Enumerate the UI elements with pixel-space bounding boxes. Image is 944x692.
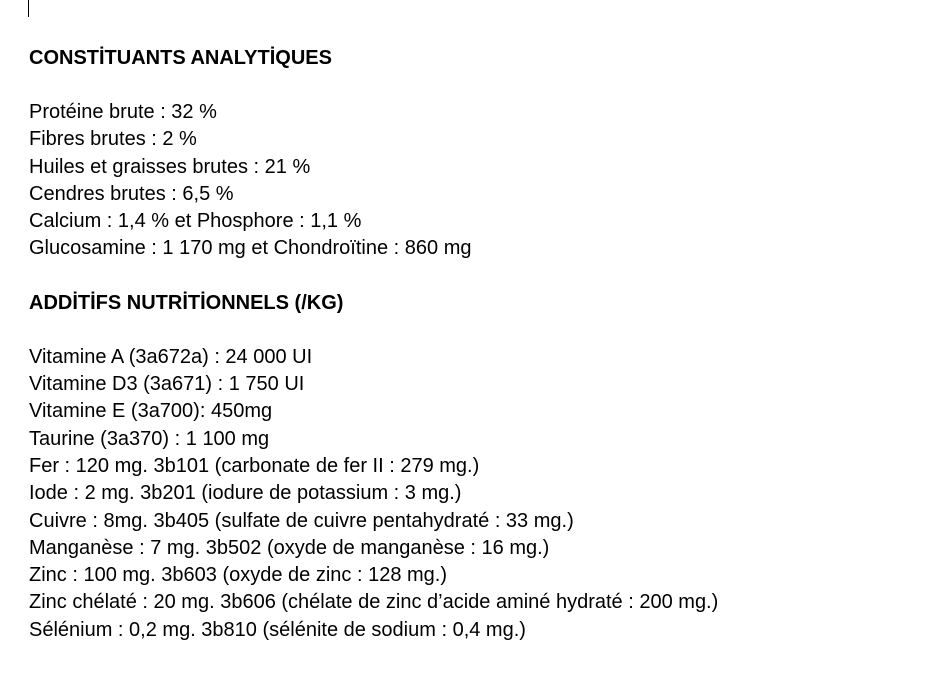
- text-line: Iode : 2 mg. 3b201 (iodure de potassium : 3 mg.): [29, 482, 462, 505]
- blank-line: [29, 263, 934, 290]
- text-line: Vitamine A (3a672a) : 24 000 UI: [29, 345, 313, 368]
- document-body: [29, 45, 934, 644]
- section-analytical-constituents: [29, 45, 934, 263]
- text-line: Vitamine E (3a700): 450mg: [29, 400, 273, 423]
- section-heading: CONSTİTUANTS ANALYTİQUES: [29, 47, 332, 69]
- text-line: Taurine (3a370) : 1 100 mg: [29, 427, 270, 450]
- text-line: Fibres brutes : 2 %: [29, 128, 197, 151]
- text-line: Vitamine D3 (3a671) : 1 750 UI: [29, 373, 305, 396]
- text-cursor: [28, 0, 29, 17]
- text-line: Calcium : 1,4 % et Phosphore : 1,1 %: [29, 210, 362, 233]
- text-line: Huiles et graisses brutes : 21 %: [29, 155, 311, 178]
- text-line: Glucosamine : 1 170 mg et Chondroïtine : 860 mg: [29, 237, 472, 260]
- text-line: Sélénium : 0,2 mg. 3b810 (sélénite de sodium : 0,4 mg.): [29, 618, 526, 641]
- text-line: Protéine brute : 32 %: [29, 101, 217, 123]
- text-line: Fer : 120 mg. 3b101 (carbonate de fer II : 279 mg.): [29, 454, 480, 477]
- section-heading: ADDİTİFS NUTRİTİONNELS (/KG): [29, 291, 344, 314]
- section-nutritional-additives: [29, 290, 934, 644]
- text-line: Cendres brutes : 6,5 %: [29, 182, 234, 205]
- text-line: Cuivre : 8mg. 3b405 (sulfate de cuivre pentahydraté : 33 mg.): [29, 509, 574, 532]
- text-line: Zinc chélaté : 20 mg. 3b606 (chélate de zinc d’acide aminé hydraté : 200 mg.): [29, 591, 719, 614]
- blank-line: [29, 317, 934, 344]
- blank-line: [29, 72, 934, 99]
- text-line: Zinc : 100 mg. 3b603 (oxyde de zinc : 128 mg.): [29, 564, 447, 587]
- text-line: Manganèse : 7 mg. 3b502 (oxyde de manganèse : 16 mg.): [29, 536, 550, 559]
